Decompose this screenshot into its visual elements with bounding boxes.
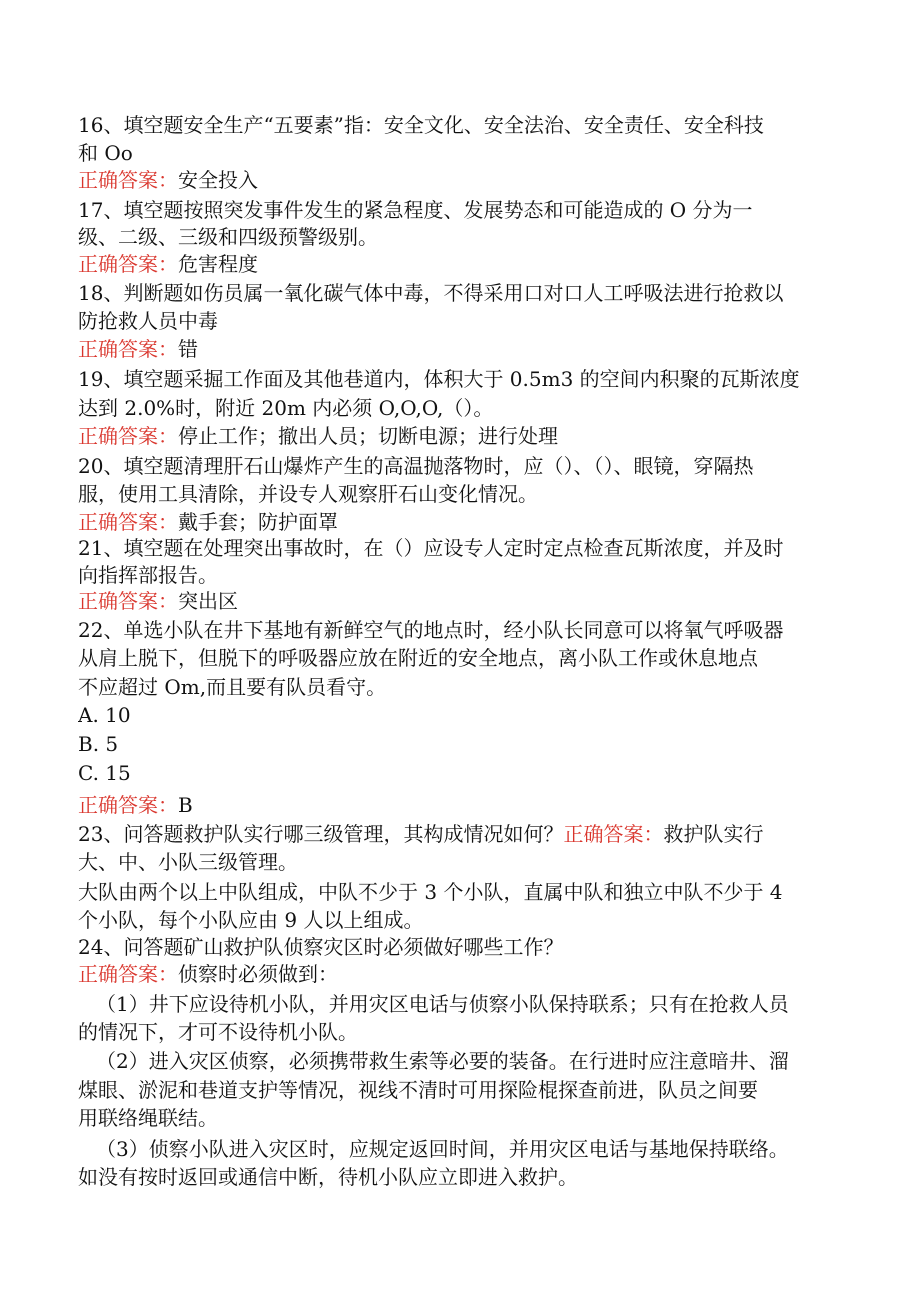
- answer-label: 正确答案：: [78, 337, 178, 361]
- q24-point-2-line-3: 用联络绳联结。: [78, 1106, 218, 1130]
- q18-answer: 错: [178, 337, 198, 361]
- answer-label: 正确答案：: [78, 424, 178, 448]
- answer-label: 正确答案：: [78, 510, 178, 534]
- q24-point-2-line-1: （2）进入灾区侦察，必须携带救生索等必要的装备。在行进时应注意暗井、溜: [96, 1049, 789, 1073]
- q24-point-3-line-1: （3）侦察小队进入灾区时，应规定返回时间，并用灾区电话与基地保持联络。: [96, 1137, 789, 1161]
- q21-line-1: 21、填空题在处理突出事故时，在（）应设专人定时定点检查瓦斯浓度，并及时: [78, 536, 784, 560]
- q17-line-1: 17、填空题按照突发事件发生的紧急程度、发展势态和可能造成的 O 分为一: [78, 198, 753, 222]
- q23-line-4: 个小队，每个小队应由 9 人以上组成。: [78, 908, 424, 932]
- q17-line-2: 级、二级、三级和四级预警级别。: [78, 225, 378, 249]
- q22-option-a: A. 10: [78, 703, 131, 727]
- q19-answer: 停止工作；撤出人员；切断电源；进行处理: [178, 424, 558, 448]
- q22-answer: B: [178, 793, 193, 817]
- q16-line-1: 16、填空题安全生产“五要素”指：安全文化、安全法治、安全责任、安全科技: [78, 113, 764, 137]
- q18-answer-line: [78, 336, 848, 362]
- q24-answer: 侦察时必须做到：: [178, 962, 338, 986]
- q23-answer-start: 救护队实行: [663, 822, 764, 846]
- q20-line-2: 服，使用工具清除，并设专人观察肝石山变化情况。: [78, 482, 538, 506]
- q18-line-1: 18、判断题如伤员属一氧化碳气体中毒，不得采用口对口人工呼吸法进行抢救以: [78, 281, 784, 305]
- q24-point-2-line-2: 煤眼、淤泥和巷道支护等情况，视线不清时可用探险棍探查前进，队员之间要: [78, 1078, 758, 1102]
- q22-option-b: B. 5: [78, 732, 119, 756]
- q24-point-3-line-2: 如没有按时返回或通信中断，待机小队应立即进入救护。: [78, 1165, 578, 1189]
- q22-option-c: C. 15: [78, 761, 131, 785]
- q24-point-1-line-2: 的情况下，才可不设待机小队。: [78, 1020, 358, 1044]
- q16-line-2: 和 Oo: [78, 141, 133, 165]
- answer-label: 正确答案：: [78, 962, 178, 986]
- q20-answer: 戴手套；防护面罩: [178, 510, 338, 534]
- answer-label: 正确答案：: [78, 793, 178, 817]
- q21-answer-line: [78, 588, 848, 614]
- q16-answer: 安全投入: [178, 168, 258, 192]
- q21-line-2: 向指挥部报告。: [78, 563, 218, 587]
- q24-line-1: 24、问答题矿山救护队侦察灾区时必须做好哪些工作？: [78, 935, 564, 959]
- q24-answer-line: [78, 961, 848, 987]
- q20-line-1: 20、填空题清理肝石山爆炸产生的高温抛落物时，应（）、（）、眼镜，穿隔热: [78, 454, 754, 478]
- q22-line-1: 22、单选小队在井下基地有新鲜空气的地点时，经小队长同意可以将氧气呼吸器: [78, 618, 784, 642]
- answer-label: 正确答案：: [78, 168, 178, 192]
- q23-line-3: 大队由两个以上中队组成，中队不少于 3 个小队，直属中队和独立中队不少于 4: [78, 880, 783, 904]
- q22-line-2: 从肩上脱下，但脱下的呼吸器应放在附近的安全地点，离小队工作或休息地点: [78, 646, 758, 670]
- q24-point-1-line-1: （1）井下应设待机小队，并用灾区电话与侦察小队保持联系；只有在抢救人员: [96, 992, 789, 1016]
- answer-label: 正确答案：: [78, 589, 178, 613]
- q22-answer-line: [78, 792, 848, 818]
- q17-answer-line: [78, 251, 848, 277]
- answer-label: 正确答案：: [78, 252, 178, 276]
- q23-line-1: [78, 821, 848, 847]
- q20-answer-line: [78, 509, 848, 535]
- answer-label: 正确答案：: [563, 822, 664, 846]
- q16-answer-line: [78, 167, 848, 193]
- q18-line-2: 防抢救人员中毒: [78, 309, 218, 333]
- q23-question: 23、问答题救护队实行哪三级管理，其构成情况如何？: [78, 822, 564, 846]
- q17-answer: 危害程度: [178, 252, 258, 276]
- q19-line-2: 达到 2.0%时，附近 20m 内必须 O,O,O,（）。: [78, 396, 494, 420]
- q22-line-3: 不应超过 Om,而且要有队员看守。: [78, 675, 387, 699]
- q19-line-1: 19、填空题采掘工作面及其他巷道内，体积大于 0.5m3 的空间内积聚的瓦斯浓度: [78, 367, 800, 391]
- q21-answer: 突出区: [178, 589, 238, 613]
- q19-answer-line: [78, 423, 848, 449]
- q23-line-2: 大、中、小队三级管理。: [78, 850, 298, 874]
